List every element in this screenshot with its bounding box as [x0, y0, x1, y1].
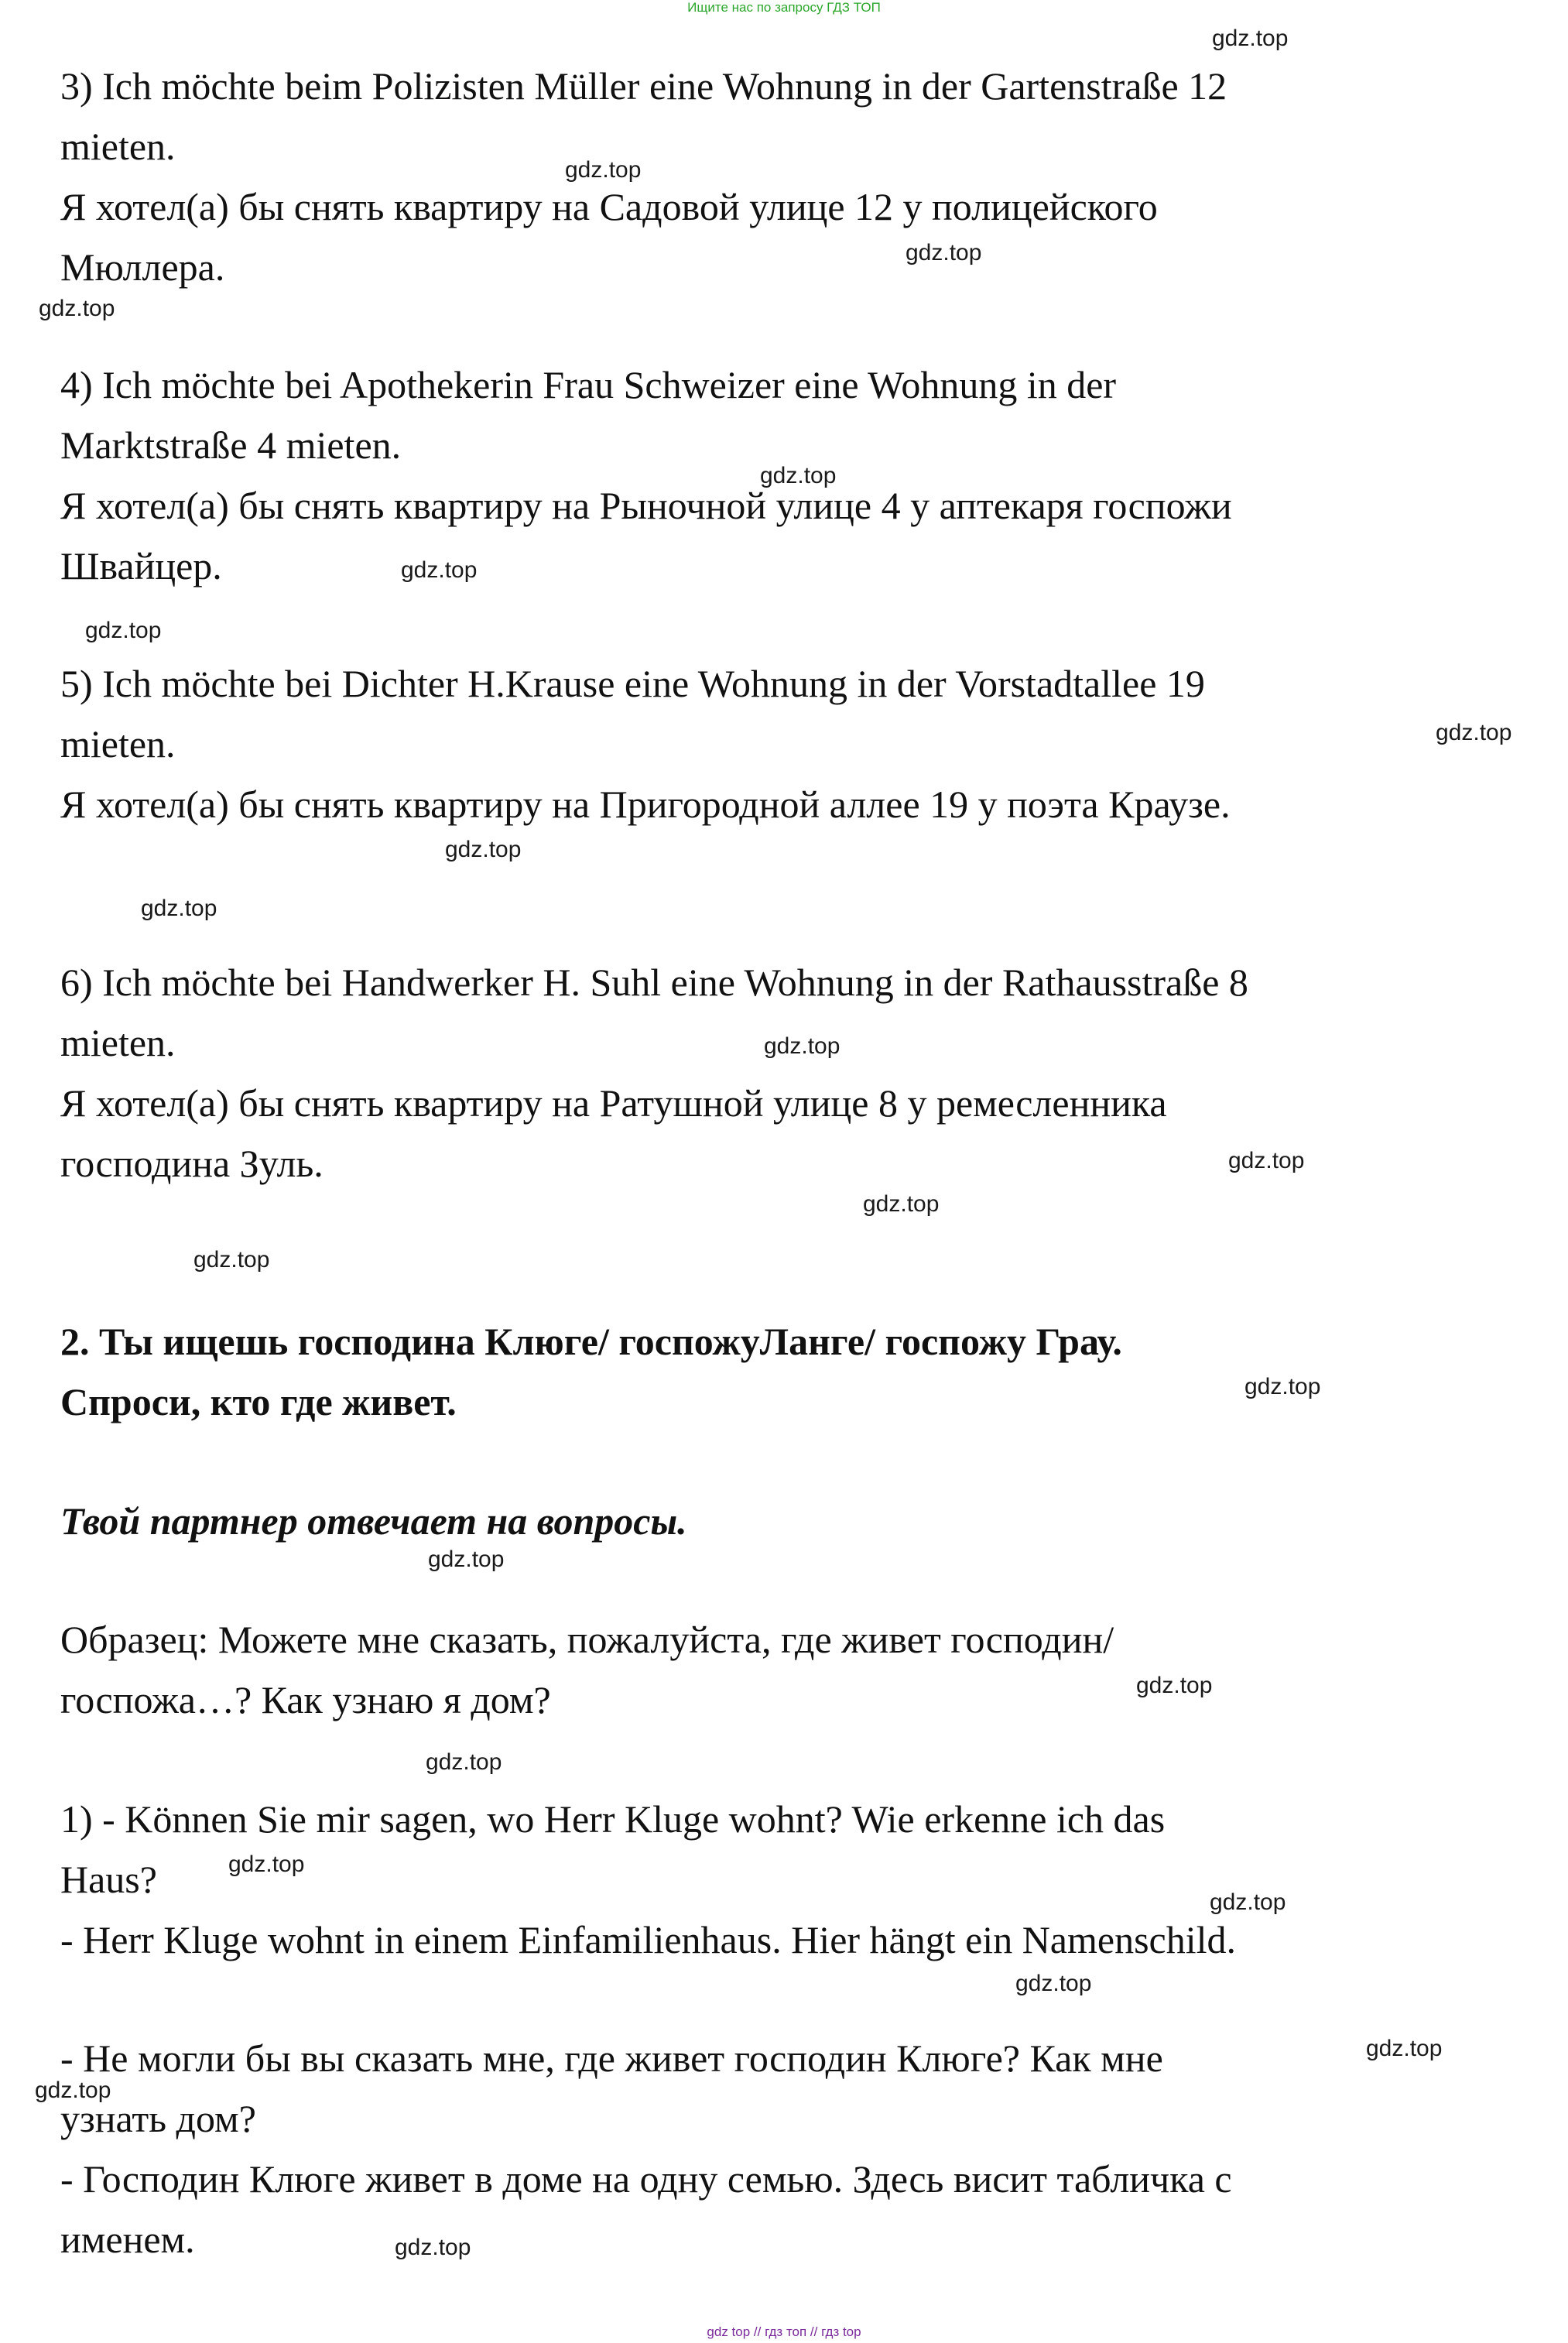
- watermark: gdz.top: [193, 1247, 270, 1273]
- item6-de-line1: 6) Ich möchte bei Handwerker H. Suhl eine Wohnung in der Rathausstraße 8: [60, 961, 1248, 1004]
- watermark: gdz.top: [428, 1547, 505, 1572]
- bottom-banner: gdz top // гдз топ // гдз top: [707, 2324, 861, 2339]
- watermark: gdz.top: [760, 463, 837, 488]
- item3-ru-line2: Мюллера.: [60, 245, 225, 289]
- dialog1-question-ru-line2: узнать дом?: [60, 2097, 256, 2140]
- item6-ru-line1: Я хотел(а) бы снять квартиру на Ратушной улице 8 у ремесленника: [60, 1081, 1167, 1125]
- watermark: gdz.top: [1244, 1374, 1321, 1399]
- item3-de-line2: mieten.: [60, 125, 176, 168]
- dialog1-question-de-line1: 1) - Können Sie mir sagen, wo Herr Kluge wohnt? Wie erkenne ich das: [60, 1797, 1166, 1841]
- watermark: gdz.top: [1436, 720, 1512, 745]
- watermark: gdz.top: [565, 157, 642, 183]
- dialog1-question-ru-line1: - Не могли бы вы сказать мне, где живет господин Клюге? Как мне: [60, 2036, 1163, 2080]
- watermark: gdz.top: [906, 240, 982, 265]
- watermark: gdz.top: [141, 896, 217, 921]
- watermark: gdz.top: [1136, 1673, 1213, 1698]
- watermark: gdz.top: [1366, 2036, 1443, 2061]
- item4-de-line1: 4) Ich möchte bei Apothekerin Frau Schweizer eine Wohnung in der: [60, 363, 1117, 406]
- item3-ru-line1: Я хотел(а) бы снять квартиру на Садовой улице 12 у полицейского: [60, 185, 1158, 228]
- task2-sample-line2: госпожа…? Как узнаю я дом?: [60, 1678, 551, 1721]
- watermark: gdz.top: [1228, 1148, 1305, 1173]
- item3-de-line1: 3) Ich möchte beim Polizisten Müller eine Wohnung in der Gartenstraße 12: [60, 64, 1227, 108]
- item5-de-line1: 5) Ich möchte bei Dichter H.Krause eine Wohnung in der Vorstadtallee 19: [60, 662, 1205, 705]
- dialog1-question-de-line2: Haus?: [60, 1858, 157, 1901]
- top-banner: Ищите нас по запросу ГДЗ ТОП: [687, 0, 881, 15]
- item4-de-line2: Marktstraße 4 mieten.: [60, 423, 402, 467]
- watermark: gdz.top: [445, 837, 522, 862]
- watermark: gdz.top: [35, 2078, 111, 2103]
- item5-ru-line1: Я хотел(а) бы снять квартиру на Пригородной аллее 19 у поэта Краузе.: [60, 783, 1231, 826]
- item5-de-line2: mieten.: [60, 722, 176, 766]
- watermark: gdz.top: [863, 1191, 940, 1217]
- task2-subheading: Твой партнер отвечает на вопросы.: [60, 1499, 687, 1543]
- item6-ru-line2: господина Зуль.: [60, 1142, 324, 1185]
- watermark: gdz.top: [85, 618, 162, 643]
- watermark: gdz.top: [228, 1851, 305, 1877]
- watermark: gdz.top: [1015, 1971, 1092, 1996]
- watermark: gdz.top: [401, 557, 478, 583]
- dialog1-answer-de: - Herr Kluge wohnt in einem Einfamilienhaus. Hier hängt ein Namenschild.: [60, 1918, 1237, 1961]
- dialog1-answer-ru-line1: - Господин Клюге живет в доме на одну семью. Здесь висит табличка с: [60, 2157, 1232, 2201]
- watermark: gdz.top: [426, 1749, 502, 1775]
- watermark: gdz.top: [395, 2235, 471, 2260]
- watermark: gdz.top: [764, 1033, 840, 1059]
- watermark: gdz.top: [1212, 26, 1289, 51]
- task2-heading-line2: Спроси, кто где живет.: [60, 1380, 457, 1423]
- item4-ru-line2: Швайцер.: [60, 544, 222, 587]
- item6-de-line2: mieten.: [60, 1021, 176, 1064]
- watermark: gdz.top: [39, 296, 115, 321]
- task2-heading-line1: 2. Ты ищешь господина Клюге/ госпожуЛанге/ госпожу Грау.: [60, 1320, 1122, 1363]
- task2-sample-line1: Образец: Можете мне сказать, пожалуйста, где живет господин/: [60, 1618, 1114, 1661]
- item4-ru-line1: Я хотел(а) бы снять квартиру на Рыночной улице 4 у аптекаря госпожи: [60, 484, 1232, 527]
- watermark: gdz.top: [1210, 1889, 1286, 1915]
- dialog1-answer-ru-line2: именем.: [60, 2218, 195, 2261]
